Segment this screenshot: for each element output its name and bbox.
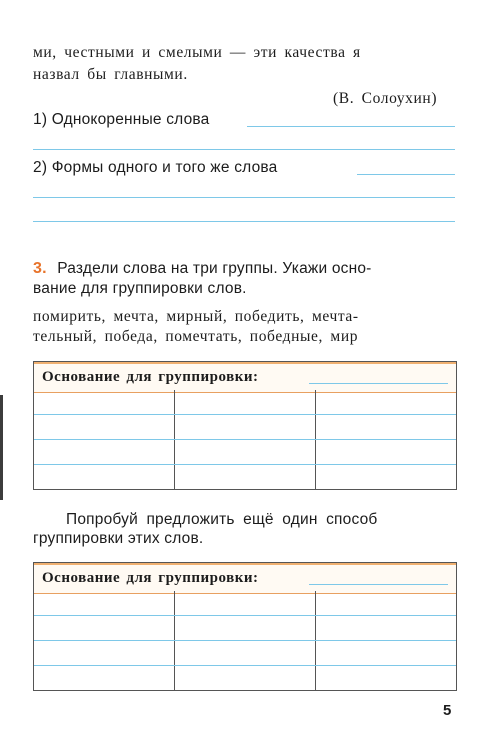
grouping-table-1 <box>33 361 457 490</box>
answer-line-1b[interactable] <box>33 149 455 150</box>
exercise-3-text-1: Раздели слова на три группы. Укажи осно- <box>57 260 372 277</box>
grouping-table-1-basis-line[interactable] <box>309 383 448 384</box>
exercise-number: 3. <box>33 260 47 277</box>
exercise-3-line-2: вание для группировки слов. <box>33 280 247 297</box>
grouping-table-2-header-label: Основание для группировки: <box>42 570 259 586</box>
table-row[interactable] <box>34 640 456 641</box>
word-list-line-1: помирить, мечта, мирный, победить, мечта- <box>33 308 359 325</box>
quote-line-2: назвал бы главными. <box>33 66 188 83</box>
answer-line-2b[interactable] <box>33 197 455 198</box>
table-row[interactable] <box>34 414 456 415</box>
task-item-1: 1) Однокоренные слова <box>33 111 210 128</box>
grouping-table-2-header <box>34 563 456 594</box>
grouping-table-1-header <box>34 362 456 393</box>
answer-line-1a[interactable] <box>247 126 455 127</box>
word-list-line-2: тельный, победа, помечтать, победные, мир <box>33 328 359 345</box>
answer-line-2c[interactable] <box>33 221 455 222</box>
page-edge-shadow <box>0 395 3 500</box>
grouping-table-2-basis-line[interactable] <box>309 584 448 585</box>
table-row[interactable] <box>34 464 456 465</box>
exercise-3-line-1 <box>33 260 372 278</box>
table-row[interactable] <box>34 615 456 616</box>
task-item-2: 2) Формы одного и того же слова <box>33 159 278 176</box>
grouping-table-2 <box>33 562 457 691</box>
grouping-table-1-header-label: Основание для группировки: <box>42 369 259 385</box>
page-number: 5 <box>443 702 452 719</box>
suggestion-line-2: группировки этих слов. <box>33 530 204 547</box>
suggestion-line-1: Попробуй предложить ещё один способ <box>66 511 378 528</box>
quote-line-1: ми, честными и смелыми — эти качества я <box>33 44 361 61</box>
quote-author: (В. Солоухин) <box>333 90 438 107</box>
answer-line-2a[interactable] <box>357 174 455 175</box>
table-row[interactable] <box>34 665 456 666</box>
table-row[interactable] <box>34 439 456 440</box>
